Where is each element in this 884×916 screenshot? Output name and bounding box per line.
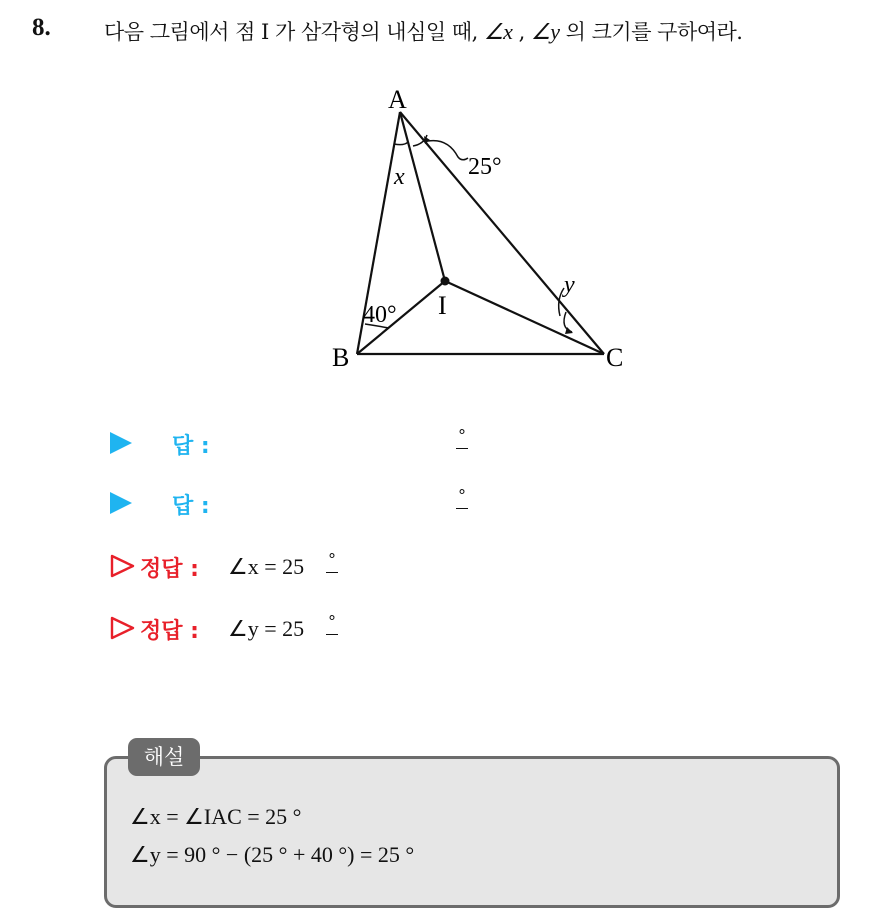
outline-triangle-icon — [110, 616, 136, 640]
solution-label: 정답 : — [140, 619, 199, 644]
answer-label: 답 : — [172, 494, 210, 519]
vertex-a-label: A — [388, 85, 407, 114]
answer-degree[interactable]: ° — [456, 486, 468, 505]
incenter-label: I — [438, 291, 447, 320]
question-number: 8. — [32, 14, 51, 41]
explanation-line-2: ∠y = 90 ° − (25 ° + 40 °) = 25 ° — [130, 842, 415, 867]
side-ac — [400, 112, 604, 354]
question-sep: , — [512, 20, 531, 44]
triangle-figure — [320, 80, 640, 380]
vertex-c-label: C — [606, 343, 624, 372]
explanation-line-1: ∠x = ∠IAC = 25 ° — [130, 804, 302, 829]
solution-degree: ° — [326, 612, 338, 631]
angle-y-label: y — [564, 272, 575, 298]
angle-x-arc — [394, 142, 408, 145]
play-triangle-icon — [110, 432, 132, 454]
angle-25-pointer — [428, 141, 468, 160]
answer-degree[interactable]: ° — [456, 426, 468, 445]
solution-value: ∠x = 25 — [228, 554, 305, 579]
question-text-before: 다음 그림에서 점 I 가 삼각형의 내심일 때, — [104, 20, 484, 44]
play-triangle-icon — [110, 492, 132, 514]
angle-25-label: 25° — [468, 154, 502, 180]
explanation-tab: 해설 — [128, 738, 200, 776]
answer-label: 답 : — [172, 434, 210, 459]
question-angle-y: ∠y — [530, 19, 560, 44]
vertex-b-label: B — [332, 343, 350, 372]
angle-40-label: 40° — [363, 302, 397, 328]
outline-triangle-icon — [110, 554, 136, 578]
question-angle-x: ∠x — [483, 19, 513, 44]
angle-x-label: x — [394, 164, 405, 190]
segment-ci — [445, 281, 604, 354]
question-text-after: 의 크기를 구하여라. — [559, 20, 743, 44]
explanation-box — [104, 756, 840, 908]
question-text — [104, 16, 742, 46]
solution-label: 정답 : — [140, 557, 199, 582]
solution-value: ∠y = 25 — [228, 616, 305, 641]
solution-degree: ° — [326, 550, 338, 569]
incenter-dot — [441, 277, 450, 286]
